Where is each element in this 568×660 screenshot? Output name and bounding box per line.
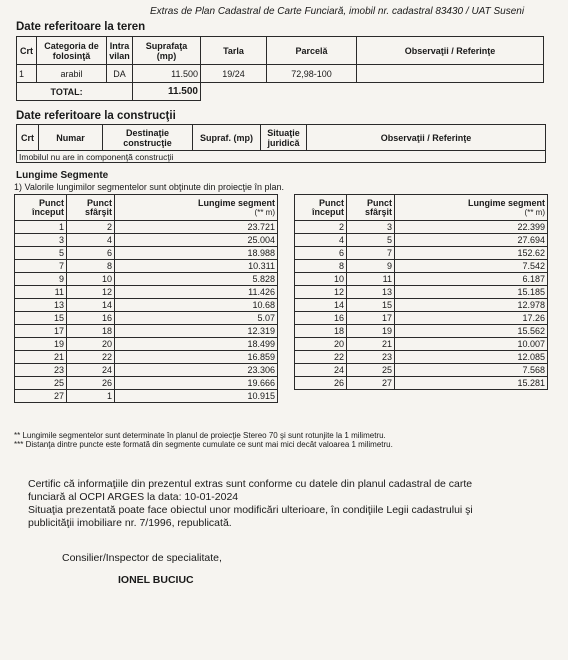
segment-end-cell: 21 [347,338,395,351]
teren-cell-observatii [357,65,544,83]
segment-row [295,377,548,390]
seg-right-header-length: Lungime segment [467,197,545,208]
certification-line: funciară al OCPI ARGES la data: 10-01-2024 [28,491,239,503]
segment-length-cell: 22.399 [395,221,548,234]
segment-row [295,286,548,299]
segment-end-cell: 13 [347,286,395,299]
segment-start-cell: 4 [295,234,347,247]
segment-end-cell: 5 [347,234,395,247]
segment-length-cell: 18.988 [115,247,278,260]
segment-start-cell: 20 [295,338,347,351]
segment-end-cell: 1 [67,390,115,403]
segment-start-cell: 14 [295,299,347,312]
constructii-table [16,124,546,163]
segment-row [15,364,278,377]
segment-length-cell: 10.311 [115,260,278,273]
segment-row [295,338,548,351]
segment-length-cell: 10.915 [115,390,278,403]
segment-row [295,312,548,325]
constructii-note: Imobilul nu are in componenţă construcţii [17,151,546,163]
teren-header-intravilan: Intra vilan [107,37,133,65]
segmente-footnote-2: *** Distanţa dintre puncte este formată din segmente cumulate ce sunt mai mici decât valoarea 1 milimetru. [14,440,393,449]
segment-start-cell: 8 [295,260,347,273]
segment-start-cell: 18 [295,325,347,338]
segment-row [15,286,278,299]
certification-text [28,478,473,530]
teren-total-value: 11.500 [133,83,201,101]
segment-length-cell: 7.568 [395,364,548,377]
segment-end-cell: 7 [347,247,395,260]
segment-end-cell: 4 [67,234,115,247]
signature-name: IONEL BUCIUC [118,574,194,586]
seg-left-header-length: Lungime segment [197,197,275,208]
segment-length-cell: 17.26 [395,312,548,325]
segment-length-cell: 15.562 [395,325,548,338]
segment-start-cell: 10 [295,273,347,286]
segmente-footnote-1: ** Lungimile segmentelor sunt determinate în planul de proiecţie Stereo 70 şi sunt rotunjite la 1 milimetru. [14,431,386,440]
segment-end-cell: 20 [67,338,115,351]
segment-start-cell: 15 [15,312,67,325]
segment-length-cell: 11.426 [115,286,278,299]
seg-right-header-start: Punct început [295,195,347,221]
segment-row [15,234,278,247]
segment-start-cell: 23 [15,364,67,377]
segment-start-cell: 19 [15,338,67,351]
segmente-table-right [294,194,548,390]
segment-end-cell: 19 [347,325,395,338]
segment-length-cell: 12.978 [395,299,548,312]
segment-start-cell: 9 [15,273,67,286]
segment-row [15,351,278,364]
segment-row [15,273,278,286]
segment-start-cell: 24 [295,364,347,377]
document-header: Extras de Plan Cadastral de Carte Funciară, imobil nr. cadastral 83430 / UAT Suseni [150,6,525,17]
segment-end-cell: 17 [347,312,395,325]
segmente-table-left [14,194,278,403]
segment-start-cell: 13 [15,299,67,312]
teren-total-label: TOTAL: [37,83,133,101]
teren-header-parcela: Parcelă [267,37,357,65]
segment-start-cell: 12 [295,286,347,299]
segment-length-cell: 152.62 [395,247,548,260]
segment-start-cell: 6 [295,247,347,260]
segment-end-cell: 12 [67,286,115,299]
segment-row [15,312,278,325]
segment-row [295,351,548,364]
constructii-header-numar: Numar [39,125,103,151]
segment-row [15,377,278,390]
segment-end-cell: 14 [67,299,115,312]
segment-row [15,247,278,260]
seg-right-header-end: Punct sfârşit [347,195,395,221]
segment-length-cell: 10.68 [115,299,278,312]
segment-end-cell: 25 [347,364,395,377]
segment-end-cell: 11 [347,273,395,286]
segment-row [295,299,548,312]
segment-start-cell: 5 [15,247,67,260]
teren-cell-suprafata: 11.500 [133,65,201,83]
segment-row [15,390,278,403]
teren-header-crt: Crt [17,37,37,65]
segment-end-cell: 27 [347,377,395,390]
teren-cell-intravilan: DA [107,65,133,83]
segment-row [15,299,278,312]
segment-end-cell: 15 [347,299,395,312]
constructii-header-crt: Crt [17,125,39,151]
teren-header-observatii: Observaţii / Referinţe [357,37,544,65]
segment-end-cell: 6 [67,247,115,260]
segmente-subtitle: 1) Valorile lungimilor segmentelor sunt obţinute din proiecţie în plan. [14,182,284,192]
seg-left-header-start: Punct început [15,195,67,221]
segment-length-cell: 18.499 [115,338,278,351]
segmente-section-title: Lungime Segmente [16,170,109,181]
segment-row [15,338,278,351]
seg-left-header-unit: (** m) [254,207,275,217]
teren-section-title: Date referitoare la teren [16,21,146,33]
segment-start-cell: 16 [295,312,347,325]
segment-start-cell: 27 [15,390,67,403]
segment-end-cell: 8 [67,260,115,273]
segment-start-cell: 1 [15,221,67,234]
segment-end-cell: 22 [67,351,115,364]
segment-end-cell: 23 [347,351,395,364]
signature-role: Consilier/Inspector de specialitate, [62,552,222,564]
segment-start-cell: 7 [15,260,67,273]
segment-row [295,234,548,247]
segment-end-cell: 18 [67,325,115,338]
segment-length-cell: 5.07 [115,312,278,325]
segment-length-cell: 27.694 [395,234,548,247]
segment-start-cell: 22 [295,351,347,364]
teren-header-categoria: Categoria de folosinţă [37,37,107,65]
segment-end-cell: 16 [67,312,115,325]
teren-table [16,36,544,101]
constructii-header-suprafata: Supraf. (mp) [193,125,261,151]
certification-line: Situaţia prezentată poate face obiectul unor modificări ulterioare, în condiţiile Legii cadastrului şi [28,504,473,516]
segment-end-cell: 9 [347,260,395,273]
segment-length-cell: 15.281 [395,377,548,390]
constructii-header-situatie: Situaţie juridică [261,125,307,151]
segment-length-cell: 5.828 [115,273,278,286]
segment-length-cell: 15.185 [395,286,548,299]
segment-row [295,260,548,273]
segment-end-cell: 26 [67,377,115,390]
constructii-header-observatii: Observaţii / Referinţe [307,125,546,151]
segment-row [295,247,548,260]
teren-cell-parcela: 72,98-100 [267,65,357,83]
segment-length-cell: 10.007 [395,338,548,351]
certification-line: Certific că informaţiile din prezentul extras sunt conforme cu datele din planul cadastral de carte [28,478,473,490]
segment-length-cell: 23.306 [115,364,278,377]
segment-row [15,260,278,273]
segment-start-cell: 11 [15,286,67,299]
certification-line: publicităţii imobiliare nr. 7/1996, republicată. [28,517,232,529]
segment-length-cell: 12.319 [115,325,278,338]
segment-end-cell: 24 [67,364,115,377]
segment-row [15,221,278,234]
constructii-section-title: Date referitoare la construcţii [16,110,176,122]
segment-row [295,273,548,286]
segment-start-cell: 3 [15,234,67,247]
seg-left-header-end: Punct sfârşit [67,195,115,221]
segment-start-cell: 2 [295,221,347,234]
teren-header-suprafata: Suprafaţa (mp) [133,37,201,65]
seg-right-header-unit: (** m) [524,207,545,217]
segment-length-cell: 23.721 [115,221,278,234]
segment-row [295,325,548,338]
segment-start-cell: 26 [295,377,347,390]
teren-header-tarla: Tarla [201,37,267,65]
segment-length-cell: 6.187 [395,273,548,286]
segment-length-cell: 25.004 [115,234,278,247]
segment-start-cell: 25 [15,377,67,390]
segment-end-cell: 10 [67,273,115,286]
teren-cell-tarla: 19/24 [201,65,267,83]
segment-start-cell: 21 [15,351,67,364]
segment-row [15,325,278,338]
segment-row [295,221,548,234]
segment-row [295,364,548,377]
segment-length-cell: 16.859 [115,351,278,364]
segment-length-cell: 7.542 [395,260,548,273]
segment-start-cell: 17 [15,325,67,338]
segment-end-cell: 3 [347,221,395,234]
teren-cell-categoria: arabil [37,65,107,83]
segment-length-cell: 19.666 [115,377,278,390]
constructii-header-destinatie: Destinaţie construcţie [103,125,193,151]
segment-length-cell: 12.085 [395,351,548,364]
segment-end-cell: 2 [67,221,115,234]
teren-cell-crt: 1 [17,65,37,83]
